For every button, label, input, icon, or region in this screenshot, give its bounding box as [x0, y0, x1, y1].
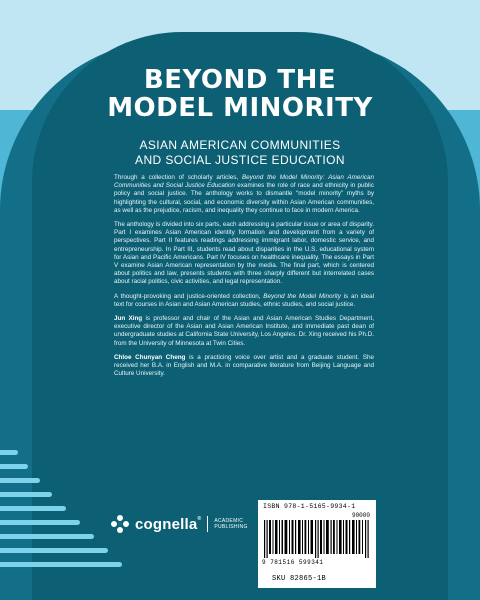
isbn-text: ISBN 978-1-5165-9934-1 — [263, 503, 356, 510]
summary-text-a: A thought-provoking and justice-oriented collection, — [114, 292, 264, 300]
paragraph-parts: The anthology is divided into six parts, each addressing a particular issue or area of disparity. Part I examines Asian American identity formation and development from a variety of perspectives. Part II features readings addressing immigrant labor, domestic service, and entrepreneurship. In Part III, students read about disparities in the U.S. educational system for Asian and Pacific Americans. Part IV focuses on healthcare inequality. The essays in Part V examine Asian American representation by the media. The final part, which is centered about politics and law, presents students with three sharply different but interrelated cases about racial politics, civic activities, and legal representation. — [114, 221, 374, 286]
book-subtitle — [0, 138, 480, 168]
subtitle-line-1: ASIAN AMERICAN COMMUNITIES — [139, 138, 341, 152]
cognella-flower-logo-icon — [110, 514, 130, 534]
tagline-line-1: ACADEMIC — [214, 518, 244, 524]
barcode-digits: 9 781516 599341 — [262, 559, 324, 566]
summary-title-italic: Beyond the Model Minority — [263, 292, 341, 300]
paragraph-intro — [114, 174, 374, 215]
book-title — [0, 66, 480, 122]
author-1-name: Jun Xing — [114, 315, 143, 323]
barcode-bars-icon — [264, 520, 370, 558]
title-line-2: MODEL MINORITY — [107, 93, 373, 123]
subtitle-line-2: AND SOCIAL JUSTICE EDUCATION — [135, 153, 345, 167]
price-code: 90000 — [351, 512, 370, 519]
summary-text-b: is an ideal text for courses in Asian and Asian American studies, ethnic studies, and social justice. — [114, 292, 375, 308]
registered-mark: ® — [197, 515, 202, 522]
paragraph-author-2 — [114, 354, 374, 379]
author-1-bio: is professor and chair of the Asian and Asian American Studies Department, executive director of the Asian and Asian American Institute, and immediate past dean of undergraduate studies at California State University, Los Angeles. Dr. Xing received his Ph.D. from the University of Minnesota at Twin Cities. — [114, 315, 374, 347]
paragraph-summary — [114, 293, 374, 309]
author-2-bio: is a practicing voice over artist and a graduate student. She received her B.A. in English and M.A. in comparative literature from Beijing Language and Culture University. — [114, 353, 374, 378]
tagline-line-2: PUBLISHING — [214, 524, 248, 530]
sku-text: SKU 82865-1B — [272, 575, 327, 583]
paragraph-author-1 — [114, 315, 374, 348]
publisher-logo — [110, 514, 248, 534]
description-text — [114, 174, 374, 384]
intro-title-italic: Beyond the Model Minority: Asian American Communities and Social Justice Education — [114, 174, 375, 190]
publisher-name — [135, 516, 201, 533]
intro-text-b: examines the role of race and ethnicity in public policy and social justice. The anthology works to dismantle “model minority” myths by highlighting the cultural, social, and economic diversity within Asian American communities, as well as the prejudice, racism, and inequality they continue to face in modern America. — [114, 182, 374, 214]
barcode-label — [258, 500, 376, 588]
intro-text-a: Through a collection of scholarly articles, — [114, 174, 242, 181]
title-line-1: BEYOND THE — [143, 65, 337, 95]
logo-divider — [207, 516, 208, 532]
publisher-name-text: cognella — [135, 515, 198, 533]
author-2-name: Chloe Chunyan Cheng — [114, 353, 186, 361]
publisher-tagline — [214, 518, 247, 530]
